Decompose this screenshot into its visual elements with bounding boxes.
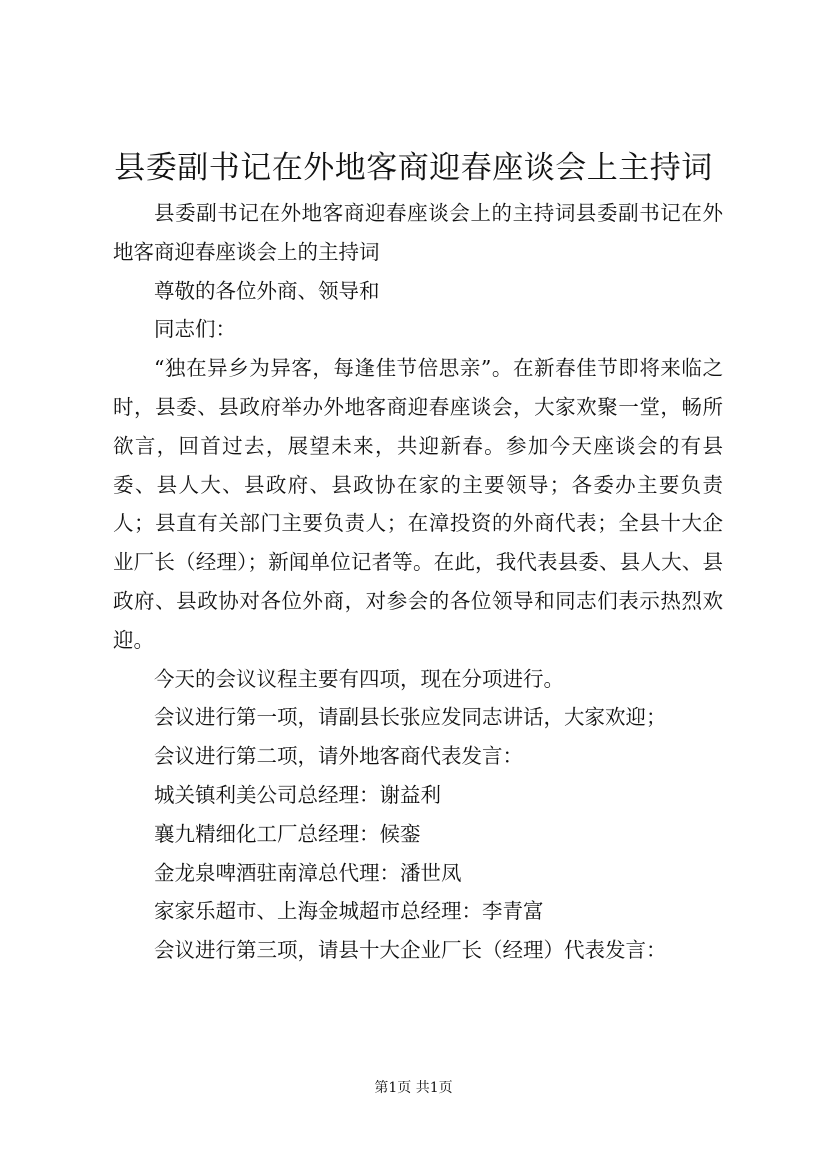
paragraph-heading-repeat: 县委副书记在外地客商迎春座谈会上的主持词县委副书记在外地客商迎春座谈会上的主持词 (113, 201, 723, 264)
paragraph-speaker: 襄九精细化工厂总经理：候銮 (154, 821, 421, 846)
paragraph-item-three: 会议进行第三项，请县十大企业厂长（经理）代表发言： (154, 938, 667, 963)
paragraph-opening: “独在异乡为异客，每逢佳节倍思亲”。在新春佳节即将来临之时，县委、县政府举办外地客商迎春座谈会，大家欢聚一堂，畅所欲言，回首过去，展望未来，共迎新春。参加今天座谈会的有县委、县人大、县政府、县政协在家的主要领导；各委办主要负责人；县直有关部门主要负责人；在漳投资的外商代表；全县十大企业厂长（经理）；新闻单位记者等。在此，我代表县委、县人大、县政府、县政协对各位外商，对参会的各位领导和同志们表示热烈欢迎。 (113, 356, 723, 652)
paragraph-agenda: 今天的会议议程主要有四项，现在分项进行。 (154, 666, 564, 691)
paragraph-item-two: 会议进行第二项，请外地客商代表发言： (154, 744, 523, 769)
document-body (113, 194, 723, 970)
paragraph-item-one: 会议进行第一项，请副县长张应发同志讲话，大家欢迎； (154, 705, 667, 730)
paragraph-speaker: 金龙泉啤酒驻南漳总代理：潘世凤 (154, 860, 462, 885)
paragraph-salutation-comrades: 同志们： (154, 317, 236, 342)
document-title: 县委副书记在外地客商迎春座谈会上主持词 (114, 150, 713, 186)
paragraph-speaker: 城关镇利美公司总经理：谢益利 (154, 782, 441, 807)
paragraph-speaker: 家家乐超市、上海金城超市总经理：李青富 (154, 899, 544, 924)
paragraph-salutation: 尊敬的各位外商、领导和 (154, 278, 380, 303)
page-number: 第1页 共1页 (374, 1080, 453, 1096)
